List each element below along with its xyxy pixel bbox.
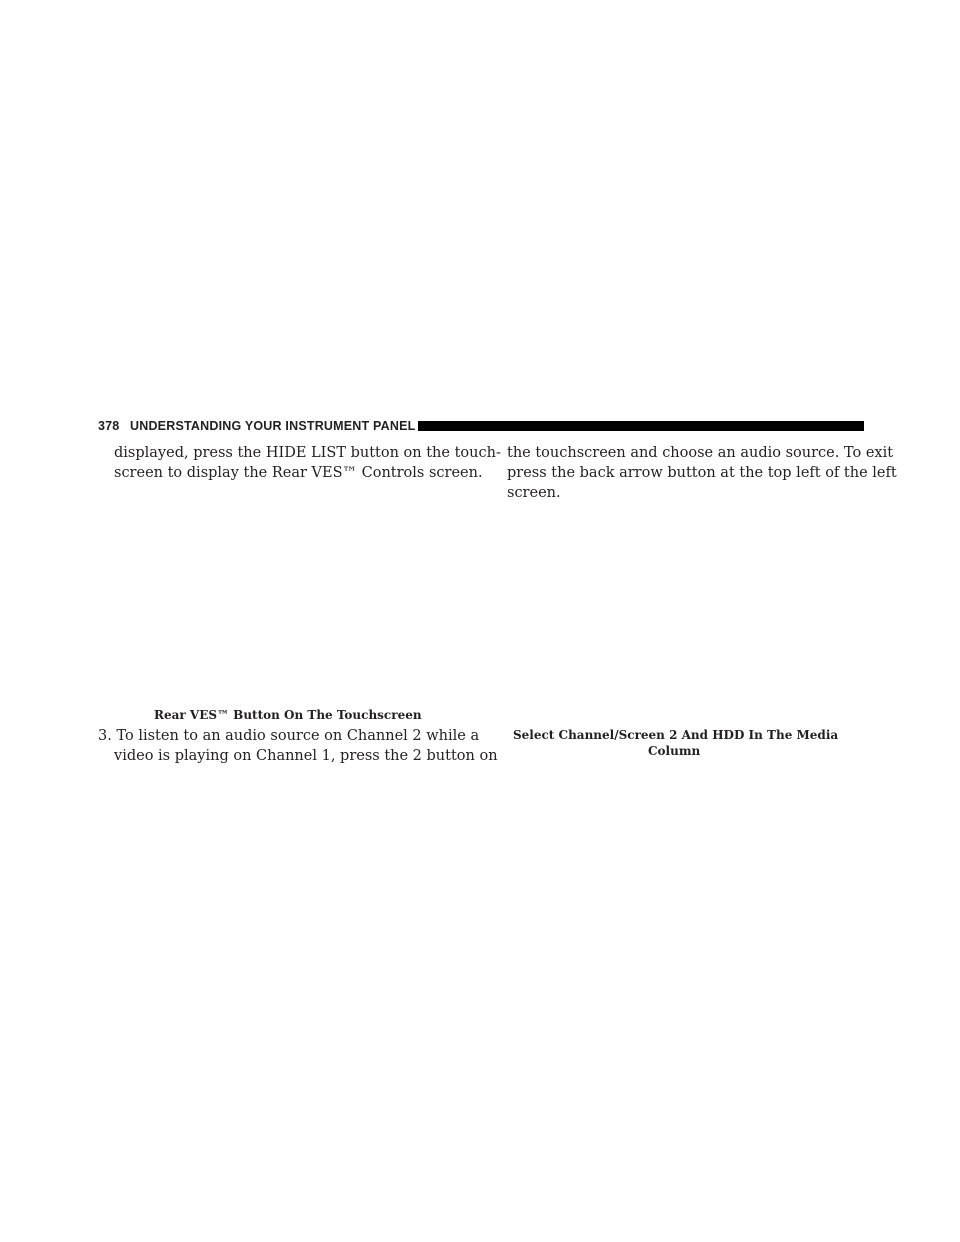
- header-rule: [418, 421, 864, 431]
- right-paragraph-line-3: screen.: [507, 485, 561, 501]
- section-title: UNDERSTANDING YOUR INSTRUMENT PANEL: [130, 419, 416, 433]
- left-paragraph-line-1: displayed, press the HIDE LIST button on the touch-: [114, 445, 501, 461]
- step-3-line-2: video is playing on Channel 1, press the 2 button on: [114, 748, 498, 764]
- page-number: 378: [98, 419, 120, 433]
- figure-caption-right-line-1: Select Channel/Screen 2 And HDD In The Media: [513, 728, 839, 742]
- figure-select-channel: [507, 510, 864, 720]
- figure-caption-right-line-2: Column: [648, 744, 701, 758]
- left-paragraph-line-2: screen to display the Rear VES™ Controls screen.: [114, 465, 483, 481]
- right-paragraph-line-1: the touchscreen and choose an audio source. To exit: [507, 445, 894, 461]
- step-3-line-1: 3. To listen to an audio source on Channel 2 while a: [98, 728, 480, 744]
- figure-caption-left: Rear VES™ Button On The Touchscreen: [154, 708, 422, 722]
- page-header: [98, 417, 864, 437]
- right-paragraph-line-2: press the back arrow button at the top left of the left: [507, 465, 897, 481]
- figure-rear-ves-button: [98, 490, 476, 700]
